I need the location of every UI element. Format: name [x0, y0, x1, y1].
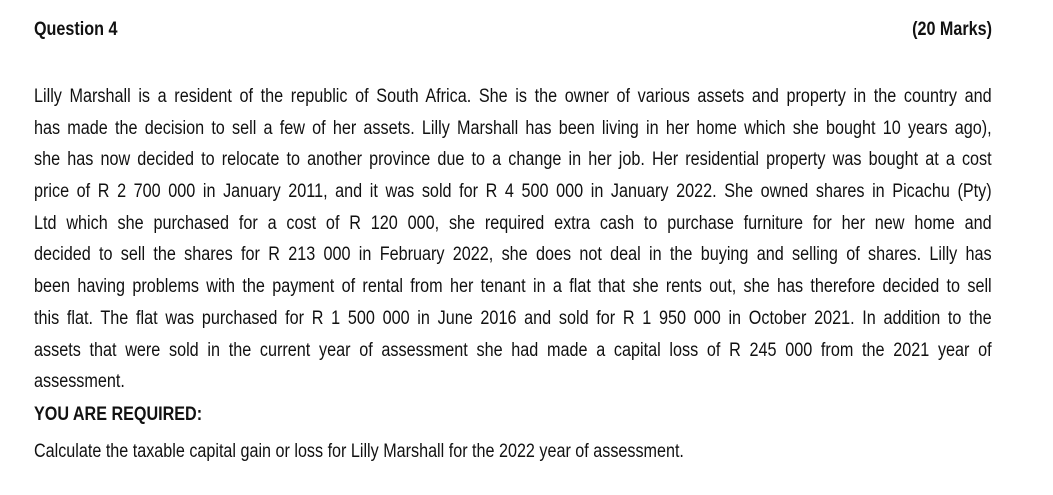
body-line: Ltd which she purchased for a cost of R 120 000, she required extra cash to purchase furniture for her new home and [34, 212, 992, 234]
body-line: assessment. [34, 371, 125, 393]
body-line: she has now decided to relocate to another province due to a change in her job. Her residential property was bought at a cost [34, 149, 992, 171]
document [34, 0, 992, 495]
body-line: assets that were sold in the current year of assessment she had made a capital loss of R 245 000 from the 2021 year of [34, 339, 992, 361]
body-line: has made the decision to sell a few of her assets. Lilly Marshall has been living in her home which she bought 10 years ago), [34, 117, 992, 139]
required-heading: YOU ARE REQUIRED: [34, 404, 203, 425]
question-marks: (20 Marks) [912, 19, 992, 40]
body-line: decided to sell the shares for R 213 000 in February 2022, she does not deal in the buying and selling of shares. Lilly has [34, 244, 992, 266]
question-title: Question 4 [34, 19, 118, 40]
question-header [34, 19, 992, 45]
body-line: this flat. The flat was purchased for R 1 500 000 in June 2016 and sold for R 1 950 000 in October 2021. In addition to the [34, 307, 992, 329]
body-line: price of R 2 700 000 in January 2011, and it was sold for R 4 500 000 in January 2022. She owned shares in Picachu (Pty) [34, 181, 992, 203]
body-line: been having problems with the payment of rental from her tenant in a flat that she rents out, she has therefore decided to sell [34, 276, 992, 298]
required-instruction: Calculate the taxable capital gain or loss for Lilly Marshall for the 2022 year of assessment. [34, 441, 684, 462]
body-line: Lilly Marshall is a resident of the republic of South Africa. She is the owner of various assets and property in the country and [34, 86, 992, 107]
question-body [34, 84, 992, 401]
